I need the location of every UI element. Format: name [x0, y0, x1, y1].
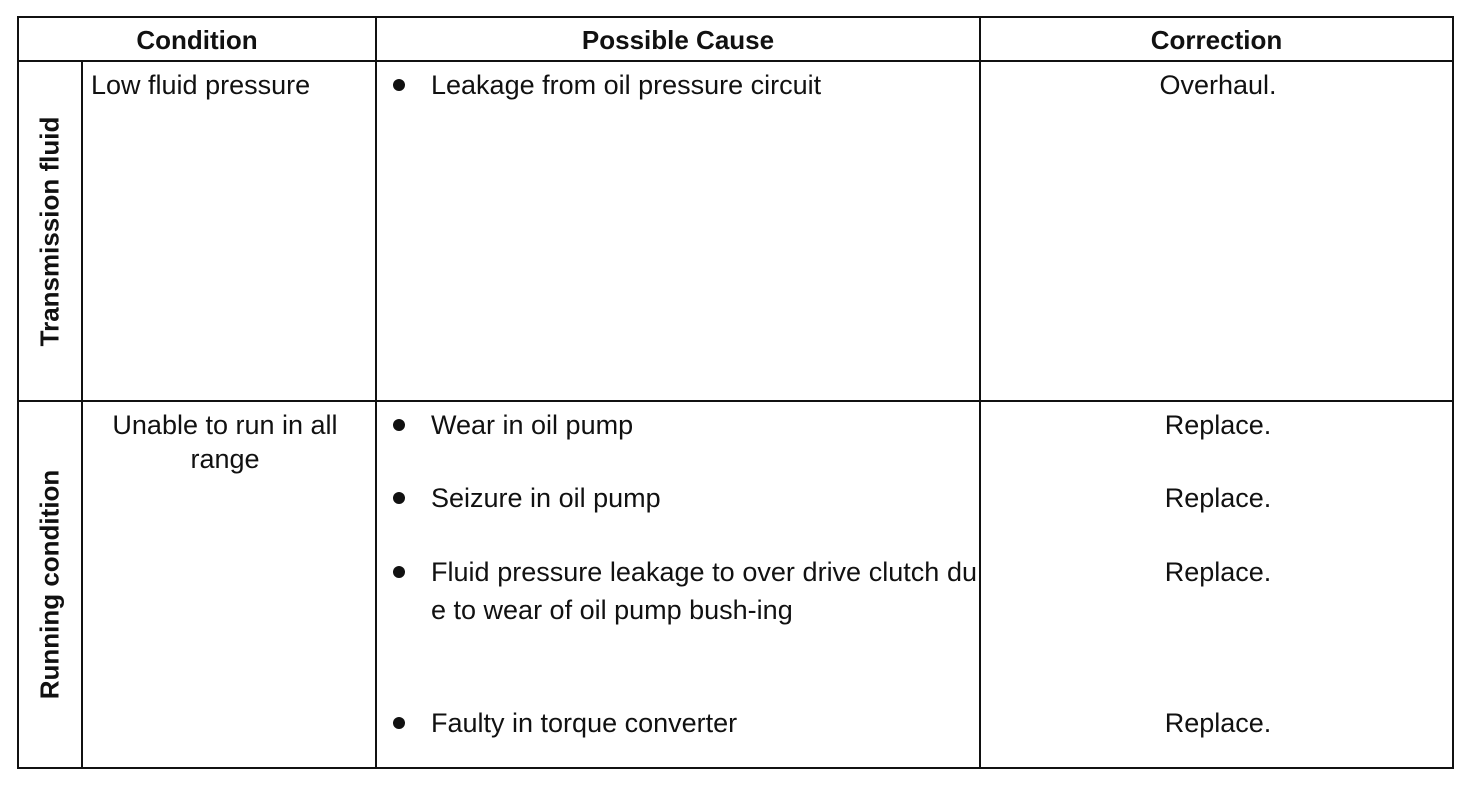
correction-item: Overhaul. [1159, 70, 1277, 100]
header-correction: Correction [1150, 24, 1283, 55]
correction-item: Replace. [1164, 708, 1272, 738]
cause-text: Wear in oil pump [431, 410, 634, 440]
bullet-icon [393, 492, 405, 504]
cause-item [393, 406, 983, 444]
bullet-icon [393, 79, 405, 91]
bullet-icon [393, 419, 405, 431]
cause-text: Fluid pressure leakage to over drive clutch due to wear of oil pump bush-ing [431, 557, 977, 625]
correction-item: Replace. [1164, 410, 1272, 440]
group-label-text: Transmission fluid [34, 116, 65, 346]
cause-text: Faulty in torque converter [431, 708, 738, 738]
cause-item [393, 704, 983, 742]
condition-unable-to-run: Unable to run in all range [112, 410, 338, 474]
cause-item [393, 479, 983, 517]
correction-item: Replace. [1164, 483, 1272, 513]
cause-text: Leakage from oil pressure circuit [431, 70, 822, 100]
bullet-icon [393, 717, 405, 729]
label-column-divider [81, 60, 83, 767]
group-divider [19, 400, 1452, 402]
group-label-transmission-fluid [19, 62, 81, 400]
group-label-running-condition [19, 402, 81, 767]
header-possible-cause: Possible Cause [581, 24, 775, 55]
troubleshooting-table [17, 16, 1454, 769]
cause-item [393, 66, 983, 104]
group-label-text: Running condition [34, 469, 65, 700]
bullet-icon [393, 566, 405, 578]
condition-low-fluid-pressure: Low fluid pressure [91, 70, 311, 100]
cause-item [393, 553, 983, 667]
correction-item: Replace. [1164, 557, 1272, 587]
cause-text: Seizure in oil pump [431, 483, 661, 513]
condition-column-divider [375, 18, 377, 767]
header-condition: Condition [136, 24, 258, 55]
